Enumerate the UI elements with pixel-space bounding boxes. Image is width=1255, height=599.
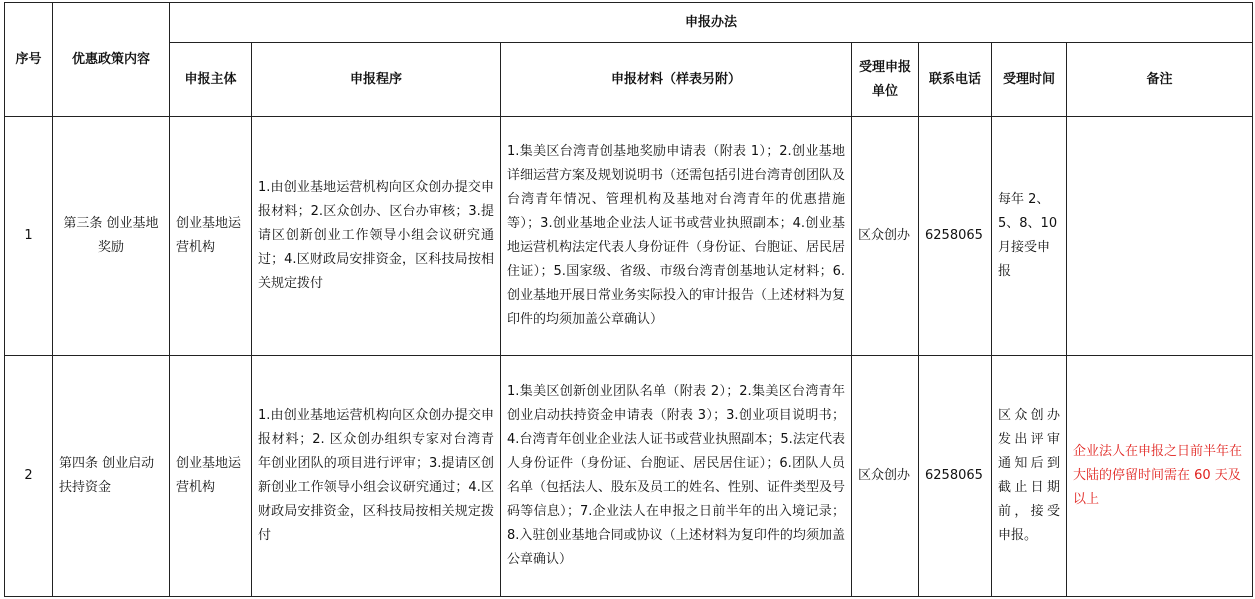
header-materials: 申报材料（样表另附） <box>501 43 852 117</box>
row-remark: 企业法人在申报之日前半年在大陆的停留时间需在 60 天及以上 <box>1067 356 1253 597</box>
row-procedure: 1.由创业基地运营机构向区众创办提交申报材料；2. 区众创办组织专家对台湾青年创业团队的项目进行评审；3.提请区创新创业工作领导小组会议研究通过；4.区财政局安排资金，区科技局按相关规定拨付 <box>252 356 501 597</box>
header-row-1 <box>5 3 1253 43</box>
header-subject: 申报主体 <box>170 43 252 117</box>
table-row <box>5 117 1253 356</box>
row-remark <box>1067 117 1253 356</box>
row-unit: 区众创办 <box>852 117 919 356</box>
header-method: 申报办法 <box>170 3 1253 43</box>
row-index: 2 <box>5 356 53 597</box>
row-time: 区众创办发出评审通知后到截止日期前，接受申报。 <box>992 356 1067 597</box>
row-procedure: 1.由创业基地运营机构向区众创办提交申报材料；2.区众创办、区台办审核；3.提请区创新创业工作领导小组会议研究通过；4.区财政局安排资金，区科技局按相关规定拨付 <box>252 117 501 356</box>
row-subject: 创业基地运营机构 <box>170 117 252 356</box>
row-unit: 区众创办 <box>852 356 919 597</box>
row-subject: 创业基地运营机构 <box>170 356 252 597</box>
row-index: 1 <box>5 117 53 356</box>
row-materials: 1.集美区台湾青创基地奖励申请表（附表 1）；2.创业基地详细运营方案及规划说明书（还需包括引进台湾青创团队及台湾青年情况、管理机构及基地对台湾青年的优惠措施等）；3.创业基地企业法人证书或营业执照副本；4.创业基地运营机构法定代表人身份证件（身份证、台胞证、居民居住证）；5.国家级、省级、市级台湾青创基地认定材料；6.创业基地开展日常业务实际投入的审计报告（上述材料为复印件的均须加盖公章确认） <box>501 117 852 356</box>
header-phone: 联系电话 <box>919 43 992 117</box>
header-row-2 <box>5 43 1253 117</box>
row-materials: 1.集美区创新创业团队名单（附表 2）；2.集美区台湾青年创业启动扶持资金申请表（附表 3）；3.创业项目说明书；4.台湾青年创业企业法人证书或营业执照副本；5.法定代表人身份证件（身份证、台胞证、居民居住证）；6.团队人员名单（包括法人、股东及员工的姓名、性别、证件类型及号码等信息）；7.企业法人在申报之日前半年的出入境记录；8.入驻创业基地合同或协议（上述材料为复印件的均须加盖公章确认） <box>501 356 852 597</box>
row-policy: 第四条 创业启动扶持资金 <box>53 356 170 597</box>
header-policy: 优惠政策内容 <box>53 3 170 117</box>
header-unit: 受理申报单位 <box>852 43 919 117</box>
header-remark: 备注 <box>1067 43 1253 117</box>
header-time: 受理时间 <box>992 43 1067 117</box>
policy-table <box>4 2 1253 597</box>
table-row <box>5 356 1253 597</box>
header-procedure: 申报程序 <box>252 43 501 117</box>
row-time: 每年 2、5、8、10 月接受申报 <box>992 117 1067 356</box>
row-phone: 6258065 <box>919 356 992 597</box>
header-index: 序号 <box>5 3 53 117</box>
row-policy: 第三条 创业基地奖励 <box>53 117 170 356</box>
row-phone: 6258065 <box>919 117 992 356</box>
